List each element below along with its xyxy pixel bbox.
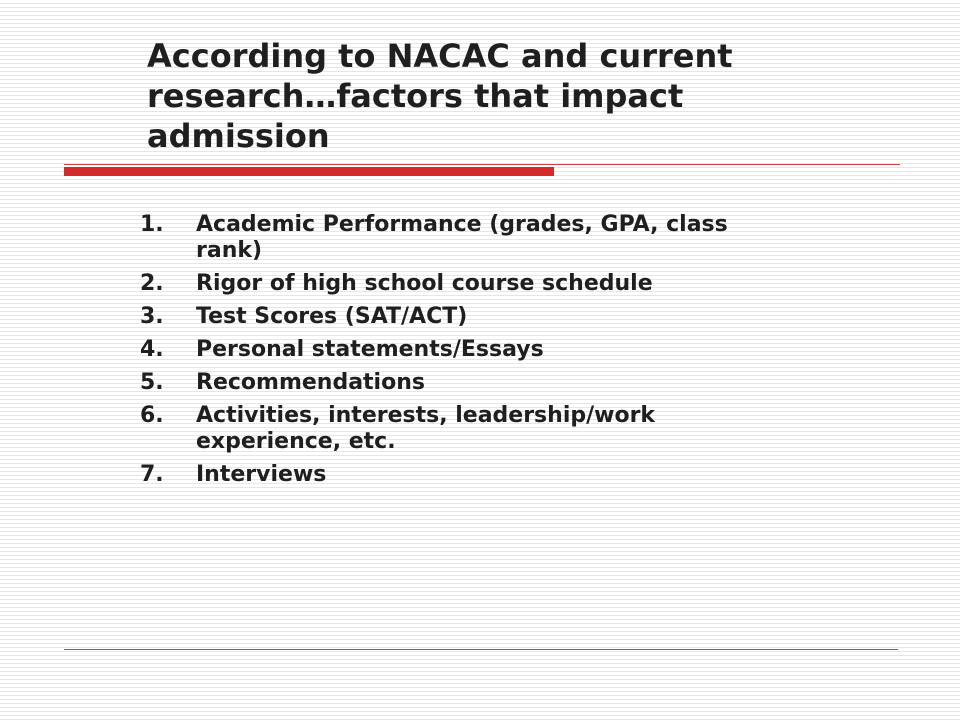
list-item-number: 3. [140, 304, 164, 329]
list-item [140, 403, 740, 455]
footer-divider [64, 649, 898, 650]
list-item-text: Rigor of high school course schedule [196, 271, 653, 296]
list-item-number: 7. [140, 462, 164, 487]
title-divider-accent [64, 167, 554, 176]
list-item-text: Recommendations [196, 370, 425, 395]
slide-title: According to NACAC and current research…factors that impact admission [147, 37, 733, 155]
list-item [140, 370, 740, 396]
factors-list [140, 212, 740, 495]
list-item [140, 271, 740, 297]
list-item [140, 304, 740, 330]
list-item-number: 5. [140, 370, 164, 395]
list-item-text: Interviews [196, 462, 327, 487]
list-item-text: Test Scores (SAT/ACT) [196, 304, 468, 329]
list-item-number: 2. [140, 271, 164, 296]
list-item-text: Academic Performance (grades, GPA, class rank) [196, 212, 728, 263]
list-item-number: 4. [140, 337, 164, 362]
list-item-text: Personal statements/Essays [196, 337, 544, 362]
title-divider-thin [64, 164, 900, 165]
list-item-text: Activities, interests, leadership/work experience, etc. [196, 403, 656, 454]
list-item-number: 1. [140, 212, 164, 237]
list-item [140, 212, 740, 264]
list-item [140, 462, 740, 488]
list-item [140, 337, 740, 363]
list-item-number: 6. [140, 403, 164, 428]
